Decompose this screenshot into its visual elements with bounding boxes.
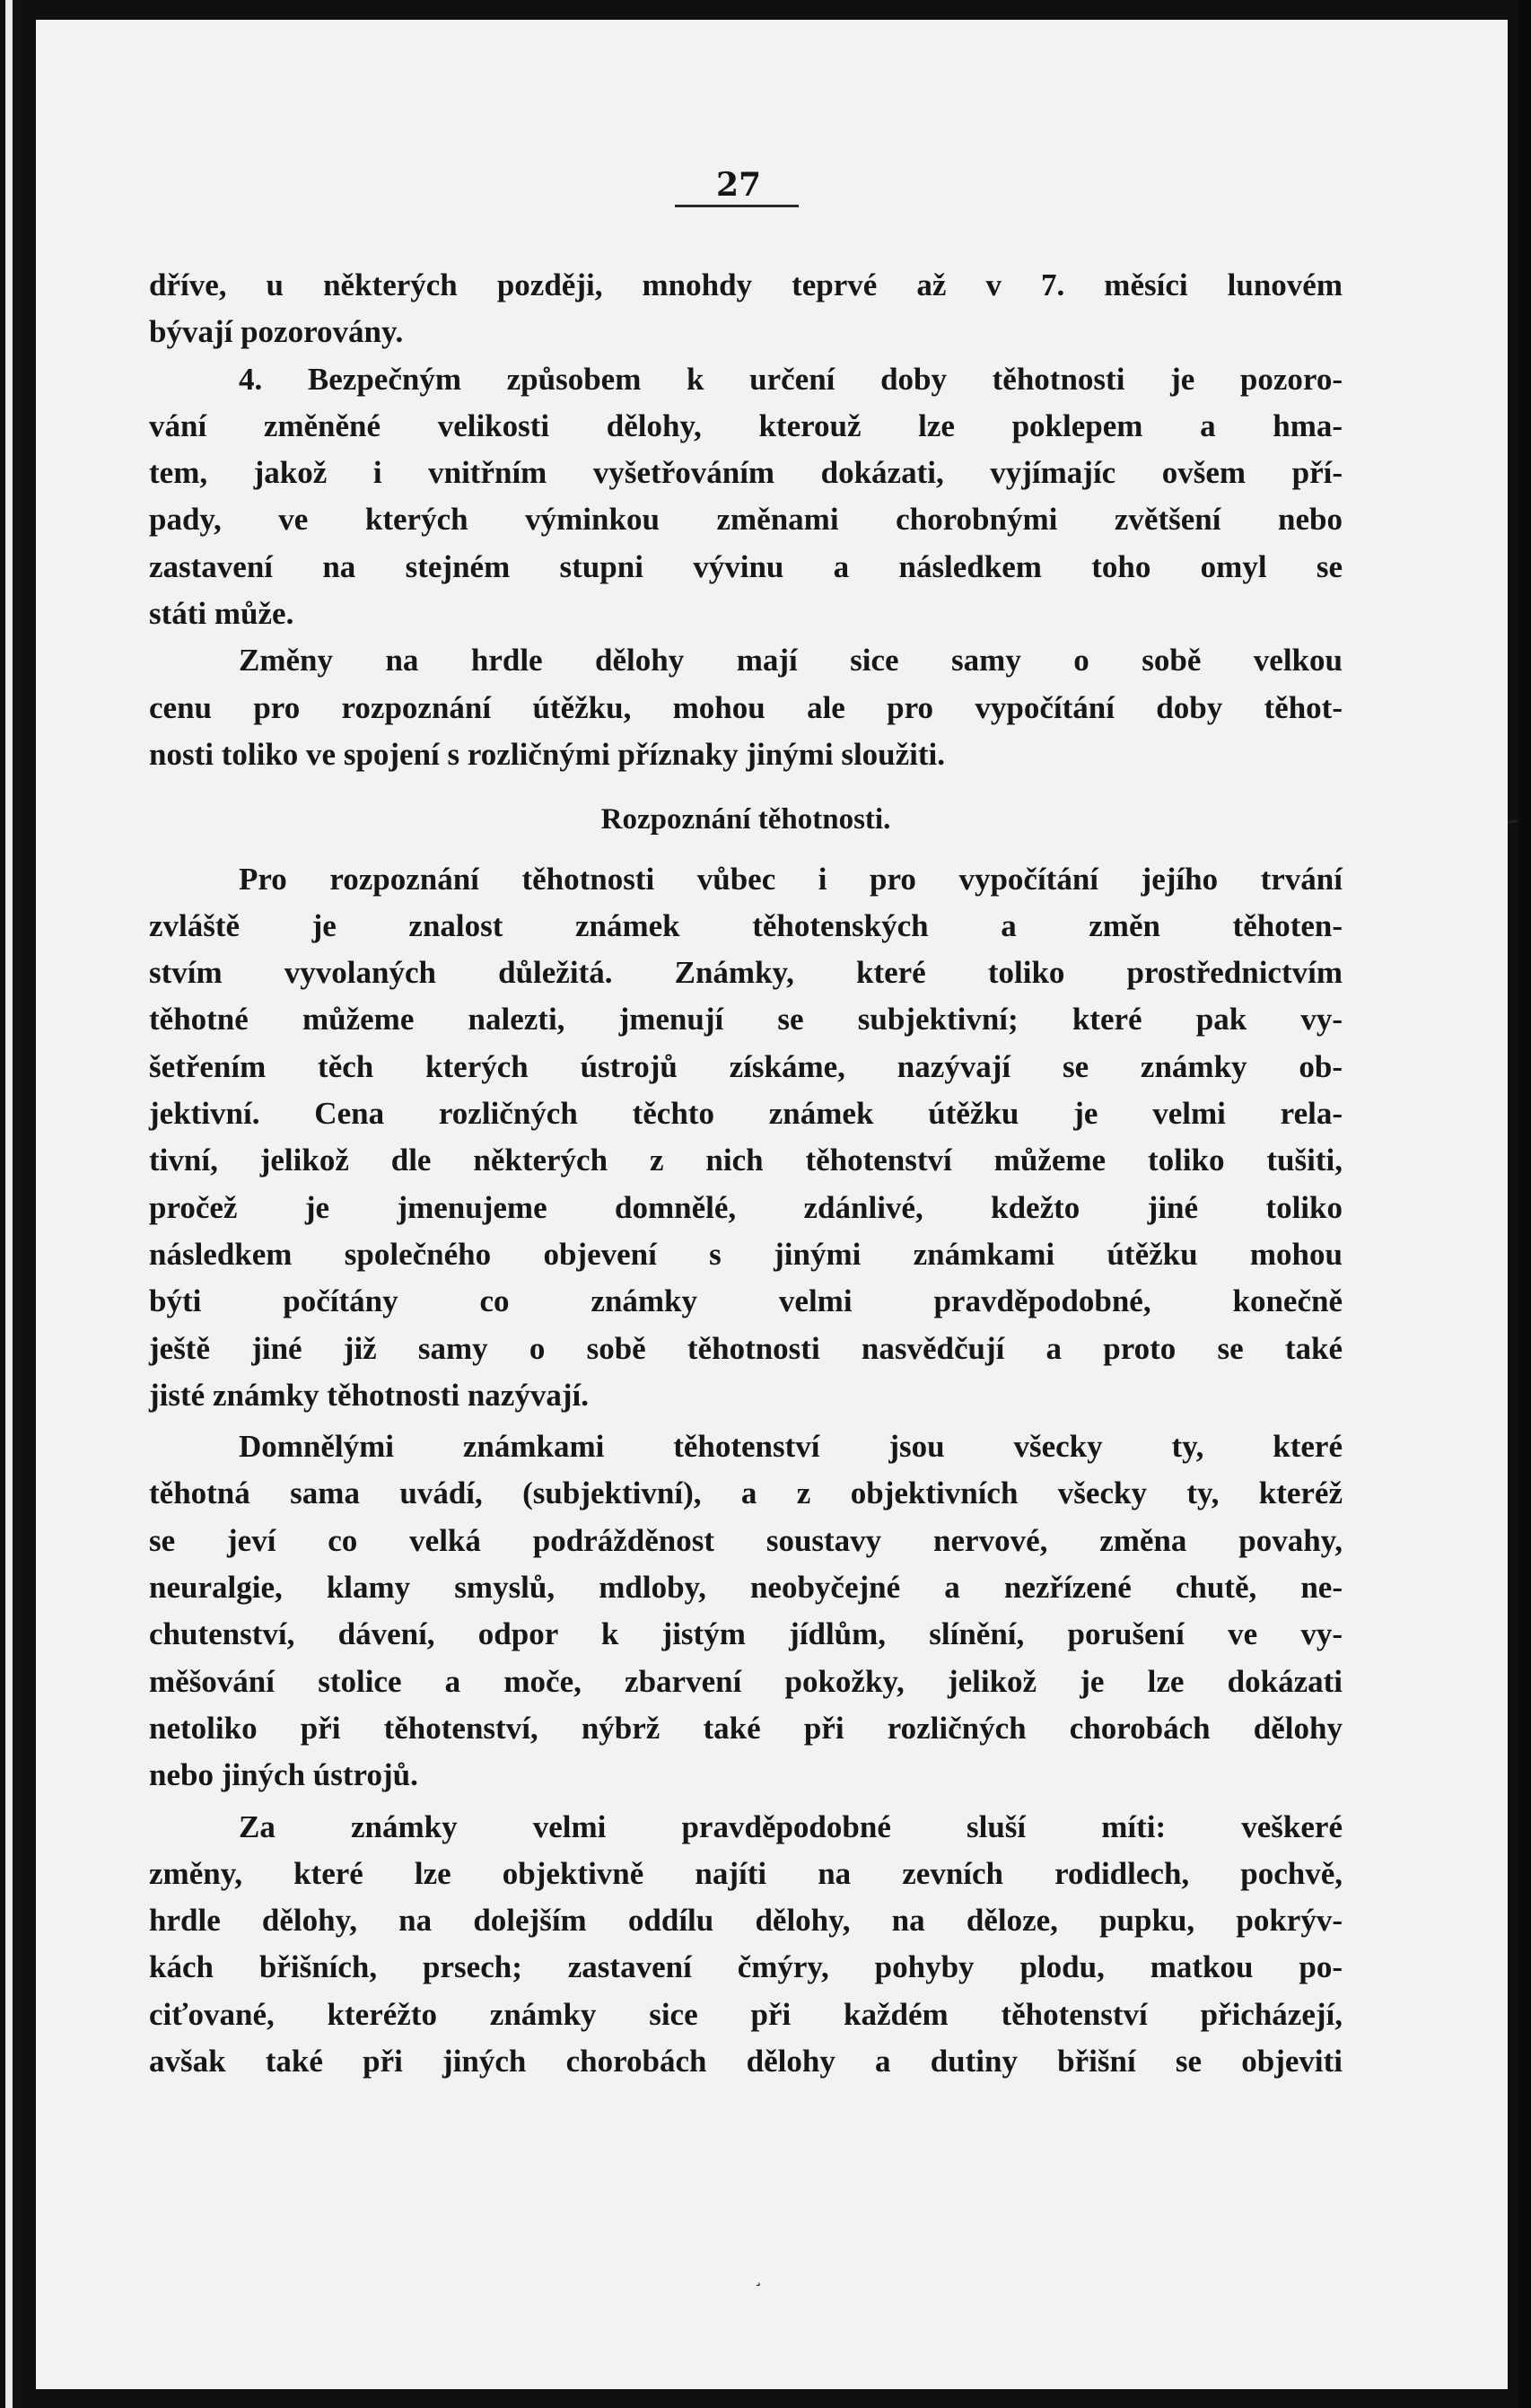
text-line: zastavení na stejném stupni vývinu a následkem toho omyl se [149, 548, 1343, 584]
text-line: státi může. [149, 596, 294, 632]
text-line: chutenství, dávení, odpor k jistým jídlům, slínění, porušení ve vy- [149, 1616, 1343, 1652]
text-line: zvláště je znalost známek těhotenských a změn těhoten- [149, 907, 1343, 943]
text-line: jektivní. Cena rozličných těchto známek útěžku je velmi rela- [149, 1096, 1343, 1132]
text-line: se jeví co velká podrážděnost soustavy nervové, změna povahy, [149, 1522, 1343, 1558]
text-line: Pro rozpoznání těhotnosti vůbec i pro vypočítání jejího trvání [239, 861, 1343, 897]
page-number-underline [675, 205, 799, 207]
text-line: měšování stolice a moče, zbarvení pokožky, jelikož je lze dokázati [149, 1663, 1343, 1699]
text-line: býti počítány co známky velmi pravděpodobné, konečně [149, 1283, 1343, 1319]
text-line: ciťované, kteréžto známky sice při každém těhotenství přicházejí, [149, 1996, 1343, 2032]
page-number: 27 [715, 166, 762, 204]
text-line: ještě jiné již samy o sobě těhotnosti nasvědčují a proto se také [149, 1330, 1343, 1366]
text-line: stvím vyvolaných důležitá. Známky, které toliko prostřednictvím [149, 955, 1343, 991]
text-line: Za známky velmi pravděpodobné sluší míti: veškeré [239, 1808, 1343, 1844]
text-line: avšak také při jiných chorobách dělohy a dutiny břišní se objeviti [149, 2043, 1343, 2079]
text-line: dříve, u některých později, mnohdy teprvé až v 7. měsíci lunovém [149, 267, 1343, 302]
book-page [36, 20, 1508, 2389]
text-line: 4. Bezpečným způsobem k určení doby těhotnosti je pozoro- [239, 361, 1343, 397]
left-binding-edge [0, 0, 20, 2408]
text-line: kách břišních, prsech; zastavení čmýry, pohyby plodu, matkou po- [149, 1949, 1343, 1985]
text-line: nebo jiných ústrojů. [149, 1757, 418, 1793]
right-dark-edge [1518, 0, 1531, 2408]
section-heading: Rozpoznání těhotnosti. [600, 803, 891, 836]
text-line: nosti toliko ve spojení s rozličnými příznaky jinými sloužiti. [149, 736, 946, 772]
text-line: vání změněné velikosti dělohy, kterouž lze poklepem a hma- [149, 407, 1343, 443]
text-line: těhotná sama uvádí, (subjektivní), a z objektivních všecky ty, kteréž [149, 1475, 1343, 1511]
text-line: hrdle dělohy, na dolejším oddílu dělohy, na děloze, pupku, pokrýv- [149, 1903, 1343, 1939]
text-line: pročež je jmenujeme domnělé, zdánlivé, kdežto jiné toliko [149, 1189, 1343, 1225]
text-line: šetřením těch kterých ústrojů získáme, nazývají se známky ob- [149, 1048, 1343, 1084]
text-line: neuralgie, klamy smyslů, mdloby, neobyčejné a nezřízené chutě, ne- [149, 1570, 1343, 1606]
text-line: netoliko při těhotenství, nýbrž také při rozličných chorobách dělohy [149, 1710, 1343, 1746]
body-text [149, 262, 1343, 2085]
text-line: cenu pro rozpoznání útěžku, mohou ale pro vypočítání doby těhot- [149, 689, 1343, 725]
text-line: Změny na hrdle dělohy mají sice samy o sobě velkou [239, 643, 1343, 679]
text-line: následkem společného objevení s jinými známkami útěžku mohou [149, 1236, 1343, 1272]
text-line: těhotné můžeme nalezti, jmenují se subjektivní; které pak vy- [149, 1002, 1343, 1038]
text-line: bývají pozorovány. [149, 314, 404, 350]
footer-mark: ¸ [754, 2265, 763, 2287]
text-line: pady, ve kterých výminkou změnami chorobnými zvětšení nebo [149, 502, 1343, 538]
text-line: tivní, jelikož dle některých z nich těhotenství můžeme toliko tušiti, [149, 1143, 1343, 1178]
text-line: změny, které lze objektivně najíti na zevních rodidlech, pochvě, [149, 1855, 1343, 1891]
text-line: Domnělými známkami těhotenství jsou všecky ty, které [239, 1429, 1343, 1465]
text-line: tem, jakož i vnitřním vyšetřováním dokázati, vyjímajíc ovšem pří- [149, 455, 1343, 491]
text-line: jisté známky těhotnosti nazývají. [149, 1377, 589, 1413]
